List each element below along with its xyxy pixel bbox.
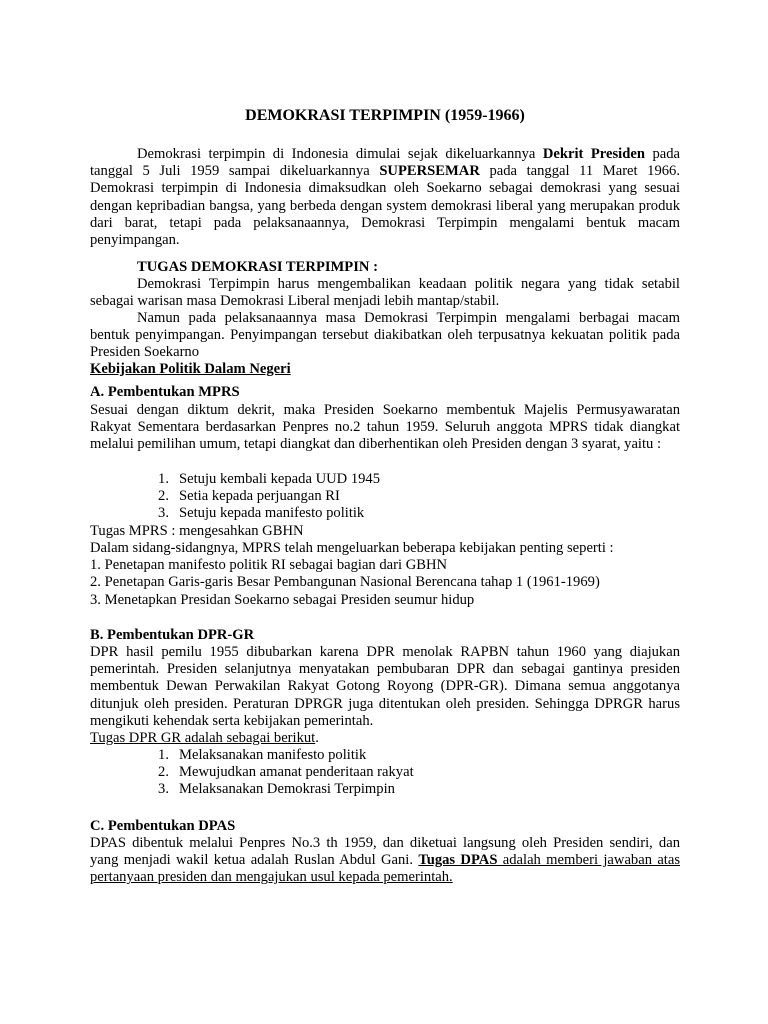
- list-number: 2.: [158, 764, 169, 781]
- list-text: Setia kepada perjuangan RI: [179, 488, 340, 505]
- mprs-kebijakan-1: 1. Penetapan manifesto politik RI sebagai bagian dari GBHN: [90, 557, 448, 573]
- tugas-paragraph-2: Namun pada pelaksanaannya masa Demokrasi Terpimpin mengalami berbagai macam bentuk penyimpangan. Penyimpangan tersebut diakibatkan oleh terpusatnya kekuatan politik pada Presiden Soekarno: [90, 310, 680, 361]
- kebijakan-heading-text: Kebijakan Politik Dalam Negeri: [90, 361, 291, 377]
- list-number: 3.: [158, 505, 169, 522]
- tugas-heading: TUGAS DEMOKRASI TERPIMPIN :: [137, 259, 378, 275]
- mprs-sidang: Dalam sidang-sidangnya, MPRS telah mengeluarkan beberapa kebijakan penting seperti :: [90, 540, 614, 556]
- list-item: [147, 471, 680, 488]
- intro-text: pada tanggal 5 Juli 1959 sampai dikeluarkannya: [90, 146, 680, 180]
- dprgr-tugas-label: Tugas DPR GR adalah sebagai berikut: [90, 730, 316, 746]
- supersemar-bold: SUPERSEMAR: [379, 163, 480, 180]
- list-item: [147, 505, 680, 522]
- intro-paragraph: [90, 146, 680, 249]
- dprgr-paragraph: DPR hasil pemilu 1955 dibubarkan karena DPR menolak RAPBN tahun 1960 yang diajukan pemerintah. Presiden selanjutnya menyatakan pembubaran DPR dan sebagai gantinya presiden membentuk Dewan Perwakilan Rakyat Gotong Royong (DPR-GR). Dimana semua anggotanya ditunjuk oleh presiden. Peraturan DPRGR juga ditentukan oleh presiden. Sehingga DPRGR harus mengikuti kehendak serta kebijakan pemerintah.: [90, 644, 680, 729]
- mprs-syarat-list: [90, 471, 680, 523]
- list-text: Mewujudkan amanat penderitaan rakyat: [179, 764, 414, 781]
- dekrit-presiden-bold: Dekrit Presiden: [542, 146, 645, 162]
- list-text: Melaksanakan Demokrasi Terpimpin: [179, 781, 395, 798]
- dprgr-tugas-line: [90, 730, 680, 747]
- dpas-text: DPAS dibentuk melalui Penpres No.3 th 1959, dan diketuai langsung oleh Presiden sendiri, dan yang menjadi wakil ketua adalah Ruslan Abdul Gani.: [90, 835, 680, 869]
- dprgr-tugas-dot: .: [315, 730, 319, 746]
- intro-text: Demokrasi terpimpin di Indonesia dimulai sejak dikeluarkannya: [137, 146, 543, 162]
- dpas-paragraph: [90, 835, 680, 887]
- mprs-paragraph: Sesuai dengan diktum dekrit, maka Presiden Soekarno membentuk Majelis Permusyawaratan Rakyat Sementara berdasarkan Penpres no.2 tahun 1959. Seluruh anggota MPRS tidak diangkat melalui pemilihan umum, tetapi diangkat dan diberhentikan oleh Presiden dengan 3 syarat, yaitu :: [90, 402, 680, 453]
- mprs-heading: A. Pembentukan MPRS: [90, 384, 240, 400]
- mprs-tugas: Tugas MPRS : mengesahkan GBHN: [90, 523, 304, 539]
- list-number: 3.: [158, 781, 169, 798]
- dprgr-heading: B. Pembentukan DPR-GR: [90, 627, 255, 643]
- list-item: [147, 764, 680, 781]
- list-text: Setuju kepada manifesto politik: [179, 505, 365, 522]
- page-title: DEMOKRASI TERPIMPIN (1959-1966): [245, 107, 525, 124]
- dprgr-tugas-list: [90, 747, 680, 799]
- dpas-heading: C. Pembentukan DPAS: [90, 818, 236, 834]
- list-text: Melaksanakan manifesto politik: [179, 747, 367, 763]
- list-item: [147, 488, 680, 505]
- list-item: [147, 781, 680, 798]
- list-text: Setuju kembali kepada UUD 1945: [179, 471, 381, 487]
- list-number: 1.: [158, 747, 169, 763]
- intro-text: pada tanggal 11 Maret 1966. Demokrasi terpimpin di Indonesia dimaksudkan oleh Soekarno sebagai demokrasi yang sesuai dengan kepribadian bangsa, yang berbeda dengan system demokrasi liberal yang merupakan produk dari barat, tetapi pada pelaksanaannya, Demokrasi Terpimpin mengalami bentuk macam penyimpangan.: [90, 163, 680, 249]
- kebijakan-heading: [90, 361, 680, 378]
- mprs-kebijakan-3: 3. Menetapkan Presidan Soekarno sebagai Presiden seumur hidup: [90, 592, 475, 608]
- tugas-paragraph-1: Demokrasi Terpimpin harus mengembalikan keadaan politik negara yang tidak setabil sebagai warisan masa Demokrasi Liberal menjadi lebih mantap/stabil.: [90, 276, 680, 310]
- list-item: [147, 747, 680, 764]
- mprs-kebijakan-2: 2. Penetapan Garis-garis Besar Pembangunan Nasional Berencana tahap 1 (1961-1969): [90, 574, 600, 590]
- dpas-tugas-label: Tugas DPAS: [418, 852, 498, 869]
- list-number: 2.: [158, 488, 169, 505]
- dpas-tugas-text: adalah memberi jawaban atas pertanyaan presiden dan mengajukan usul kepada pemerintah.: [90, 852, 681, 886]
- list-number: 1.: [158, 471, 169, 487]
